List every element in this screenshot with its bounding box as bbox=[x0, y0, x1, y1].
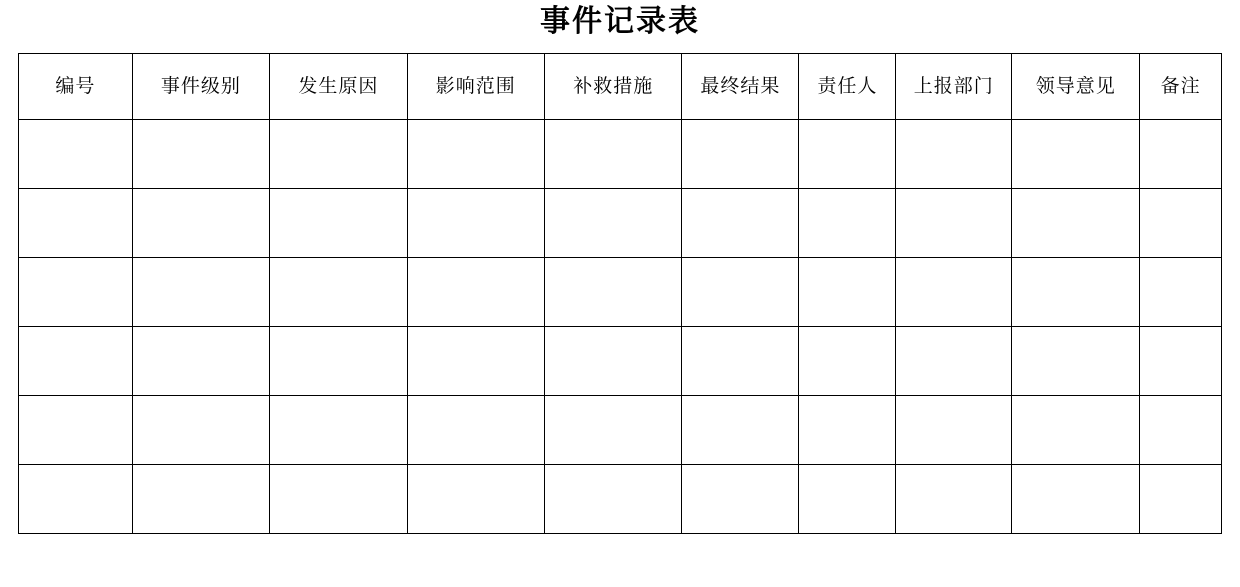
table-cell[interactable] bbox=[896, 189, 1012, 258]
column-header-label: 编号 bbox=[55, 75, 96, 97]
column-header-reporting-department bbox=[896, 54, 1012, 120]
table-cell[interactable] bbox=[1140, 327, 1222, 396]
column-header-responsible-person bbox=[799, 54, 896, 120]
table-cell[interactable] bbox=[407, 258, 544, 327]
table-cell[interactable] bbox=[799, 327, 896, 396]
table-cell[interactable] bbox=[545, 120, 682, 189]
table-cell[interactable] bbox=[545, 258, 682, 327]
table-cell[interactable] bbox=[799, 396, 896, 465]
table-cell[interactable] bbox=[132, 189, 269, 258]
table-cell[interactable] bbox=[896, 258, 1012, 327]
table-cell[interactable] bbox=[270, 120, 407, 189]
table-cell[interactable] bbox=[799, 465, 896, 534]
table-cell[interactable] bbox=[407, 396, 544, 465]
column-header-final-result bbox=[682, 54, 799, 120]
table-cell[interactable] bbox=[19, 327, 133, 396]
table-cell[interactable] bbox=[407, 327, 544, 396]
table-cell[interactable] bbox=[270, 258, 407, 327]
table-cell[interactable] bbox=[682, 327, 799, 396]
table-cell[interactable] bbox=[896, 327, 1012, 396]
table-cell[interactable] bbox=[19, 120, 133, 189]
table-cell[interactable] bbox=[19, 189, 133, 258]
event-record-table bbox=[18, 53, 1222, 534]
table-row bbox=[19, 258, 1222, 327]
column-header-label: 责任人 bbox=[817, 75, 878, 97]
table-cell[interactable] bbox=[407, 465, 544, 534]
table-cell[interactable] bbox=[270, 396, 407, 465]
table-cell[interactable] bbox=[1140, 465, 1222, 534]
table-cell[interactable] bbox=[545, 327, 682, 396]
column-header-label: 补救措施 bbox=[573, 75, 654, 97]
table-cell[interactable] bbox=[682, 258, 799, 327]
table-cell[interactable] bbox=[19, 258, 133, 327]
table-cell[interactable] bbox=[1012, 189, 1140, 258]
table-cell[interactable] bbox=[682, 120, 799, 189]
table-cell[interactable] bbox=[1140, 258, 1222, 327]
table-cell[interactable] bbox=[682, 189, 799, 258]
table-cell[interactable] bbox=[270, 189, 407, 258]
table-cell[interactable] bbox=[896, 396, 1012, 465]
table-cell[interactable] bbox=[799, 189, 896, 258]
column-header-label: 发生原因 bbox=[298, 75, 379, 97]
column-header-event-level bbox=[132, 54, 269, 120]
table-cell[interactable] bbox=[132, 396, 269, 465]
table-cell[interactable] bbox=[19, 396, 133, 465]
table-cell[interactable] bbox=[682, 396, 799, 465]
table-cell[interactable] bbox=[896, 465, 1012, 534]
table-cell[interactable] bbox=[270, 465, 407, 534]
table-cell[interactable] bbox=[1012, 327, 1140, 396]
table-cell[interactable] bbox=[545, 465, 682, 534]
column-header-label: 事件级别 bbox=[160, 75, 241, 97]
table-header bbox=[19, 54, 1222, 120]
column-header-impact-scope bbox=[407, 54, 544, 120]
table-cell[interactable] bbox=[132, 120, 269, 189]
table-cell[interactable] bbox=[1012, 465, 1140, 534]
table-row bbox=[19, 327, 1222, 396]
table-cell[interactable] bbox=[132, 327, 269, 396]
table-cell[interactable] bbox=[1140, 120, 1222, 189]
column-header-label: 最终结果 bbox=[700, 75, 781, 97]
table-cell[interactable] bbox=[1012, 396, 1140, 465]
column-header-remarks bbox=[1140, 54, 1222, 120]
table-cell[interactable] bbox=[407, 189, 544, 258]
table-row bbox=[19, 189, 1222, 258]
column-header-leader-opinion bbox=[1012, 54, 1140, 120]
table-cell[interactable] bbox=[1012, 258, 1140, 327]
table-cell[interactable] bbox=[19, 465, 133, 534]
table-row bbox=[19, 396, 1222, 465]
column-header-remedial-measures bbox=[545, 54, 682, 120]
table-cell[interactable] bbox=[270, 327, 407, 396]
table-cell[interactable] bbox=[407, 120, 544, 189]
table-cell[interactable] bbox=[1140, 189, 1222, 258]
table-body bbox=[19, 120, 1222, 534]
column-header-id bbox=[19, 54, 133, 120]
table-cell[interactable] bbox=[545, 396, 682, 465]
table-header-row bbox=[19, 54, 1222, 120]
record-table-container bbox=[18, 53, 1222, 534]
table-cell[interactable] bbox=[799, 120, 896, 189]
table-cell[interactable] bbox=[896, 120, 1012, 189]
table-cell[interactable] bbox=[682, 465, 799, 534]
table-row bbox=[19, 465, 1222, 534]
table-cell[interactable] bbox=[1140, 396, 1222, 465]
column-header-label: 上报部门 bbox=[913, 75, 994, 97]
column-header-label: 影响范围 bbox=[435, 75, 516, 97]
page-title: 事件记录表 bbox=[540, 5, 700, 38]
column-header-label: 领导意见 bbox=[1035, 75, 1116, 97]
table-cell[interactable] bbox=[799, 258, 896, 327]
column-header-label: 备注 bbox=[1160, 75, 1201, 97]
table-cell[interactable] bbox=[132, 465, 269, 534]
table-cell[interactable] bbox=[132, 258, 269, 327]
column-header-cause bbox=[270, 54, 407, 120]
table-cell[interactable] bbox=[1012, 120, 1140, 189]
table-cell[interactable] bbox=[545, 189, 682, 258]
table-row bbox=[19, 120, 1222, 189]
